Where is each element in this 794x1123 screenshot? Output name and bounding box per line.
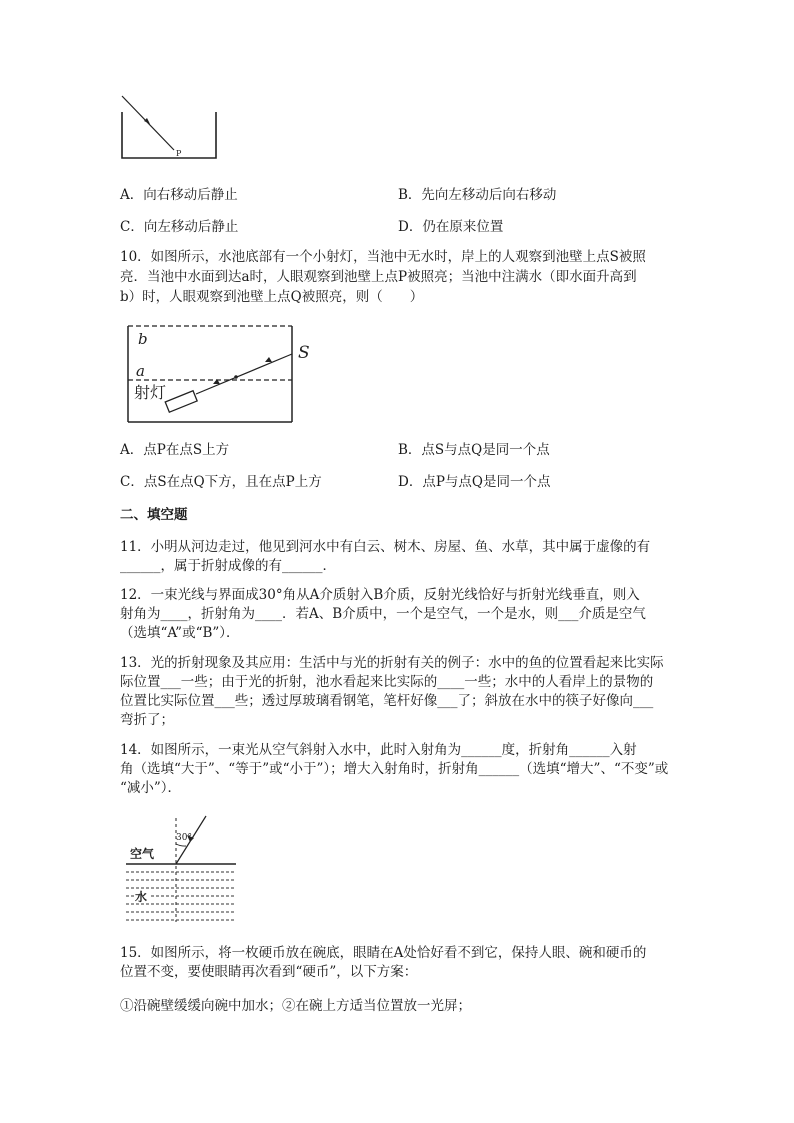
q14-angle-arc (176, 844, 186, 846)
q10-option-b: B．点S与点Q是同一个点 (398, 442, 550, 458)
q9-ray-arrow (144, 118, 150, 124)
q10-ray-arrow-2 (265, 357, 272, 362)
q15-text-line-2: 位置不变，要使眼睛再次看到“硬币”，以下方案： (120, 964, 418, 980)
q9-option-d: D．仍在原来位置 (398, 219, 504, 235)
q13-text-line-4: 弯折了； (120, 712, 174, 728)
q10-option-a: A．点P在点S上方 (120, 442, 230, 458)
q10-option-d: D．点P与点Q是同一个点 (398, 474, 551, 490)
q10-light-ray (196, 354, 292, 394)
q14-label-water: 水 (135, 890, 148, 904)
q12-text-line-3: （选填“A”或“B”）． (120, 625, 240, 641)
q13-text-line-3: 位置比实际位置___些；透过厚玻璃看钢笔，笔杆好像___了；斜放在水中的筷子好像向___ (120, 693, 654, 709)
q9-option-a: A．向右移动后静止 (120, 187, 238, 203)
q14-text-line-3: “减小”）． (120, 780, 182, 796)
q10-label-b: b (138, 330, 148, 348)
q10-label-lamp: 射灯 (134, 383, 167, 402)
q10-ray-point (234, 375, 238, 379)
q10-label-s: S (298, 343, 310, 363)
q12-text-line-2: 射角为____，折射角为____．若A、B介质中，一个是空气，一个是水，则___介质是空气 (120, 606, 646, 622)
q12-text-line-1: 12．一束光线与界面成30°角从A介质射入B介质，反射光线恰好与折射光线垂直，则入 (120, 587, 640, 603)
q13-text-line-2: 际位置___一些；由于光的折射，池水看起来比实际的____一些；水中的人看岸上的景物的 (120, 674, 654, 690)
q14-angle-label: 30° (176, 833, 192, 843)
q11-text-line-2: ______，属于折射成像的有______． (120, 558, 336, 574)
q15-text-line-1: 15．如图所示，将一枚硬币放在碗底，眼睛在A处恰好看不到它，保持人眼、碗和硬币的 (120, 945, 647, 961)
q13-text-line-1: 13．光的折射现象及其应用：生活中与光的折射有关的例子：水中的鱼的位置看起来比实际 (120, 655, 664, 671)
q14-label-air: 空气 (130, 847, 155, 861)
q9-tank (122, 112, 216, 158)
q14-text-line-1: 14．如图所示，一束光从空气斜射入水中，此时入射角为______度，折射角______入射 (120, 742, 637, 758)
q10-option-c: C．点S在点Q下方，且在点P上方 (120, 474, 322, 490)
q11-text-line-1: 11．小明从河边走过，他见到河水中有白云、树木、房屋、鱼、水草，其中属于虚像的有 (120, 539, 651, 555)
q10-spotlight (165, 391, 197, 412)
q9-figure (118, 94, 222, 162)
section-title: 二、填空题 (120, 507, 188, 523)
q10-text-line-2: 亮．当池中水面到达a时，人眼观察到池壁上点P被照亮；当池中注满水（即水面升高到 (120, 269, 637, 285)
q9-option-c: C．向左移动后静止 (120, 219, 239, 235)
q10-label-a: a (136, 362, 145, 380)
q9-option-b: B．先向左移动后向右移动 (398, 187, 557, 203)
q9-point-label: P (176, 149, 182, 158)
q14-figure (124, 812, 240, 924)
q10-text-line-3: b）时，人眼观察到池壁上点Q被照亮，则（ ） (120, 289, 424, 305)
q15-text-line-3: ①沿碗壁缓缓向碗中加水；②在碗上方适当位置放一光屏； (120, 998, 471, 1014)
q10-text-line-1: 10．如图所示，水池底部有一个小射灯，当池中无水时，岸上的人观察到池壁上点S被照 (120, 249, 646, 265)
q14-text-line-2: 角（选填“大于”、“等于”或“小于”）；增大入射角时，折射角______（选填“增大”、“不变”或 (120, 761, 669, 777)
q10-figure (124, 320, 320, 426)
